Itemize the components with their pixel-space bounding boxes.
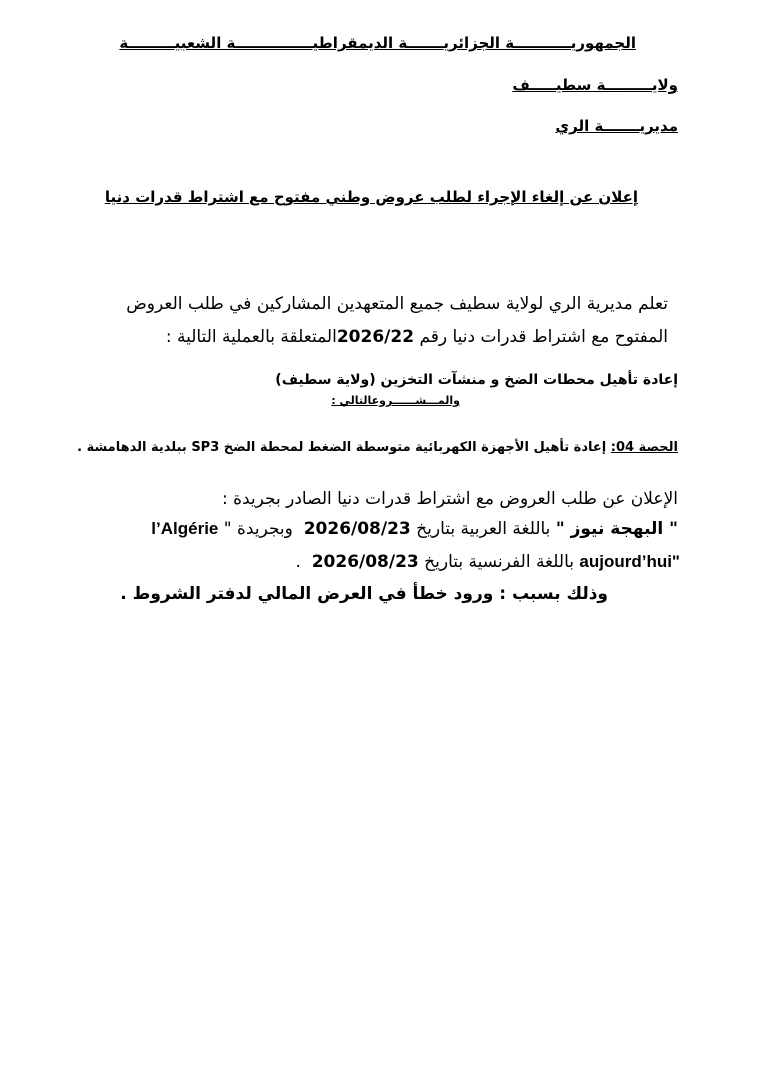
french-newspaper-name-2: aujourd’hui" <box>579 552 680 571</box>
intro-line-2 <box>166 327 668 347</box>
intro-line-1: تعلم مديرية الري لولاية سطيف جميع المتعهدين المشاركين في طلب العروض <box>126 294 668 314</box>
arabic-language-label: باللغة العربية بتاريخ <box>416 519 551 539</box>
project-title: إعادة تأهيل محطات الضخ و منشآت التخزين (ولاية سطيف) <box>275 372 678 388</box>
lot-text: إعادة تأهيل الأجهزة الكهربائية متوسطة الضغط لمحطة الضخ SP3 ببلدية الدهامشة . <box>77 440 607 455</box>
wilaya-header: ولايـــــــــة سطيـــــف <box>512 76 678 94</box>
lot-label: الحصة 04: <box>610 440 678 455</box>
intro-text-before: المفتوح مع اشتراط قدرات دنيا رقم <box>419 327 668 347</box>
publication-line-1: الإعلان عن طلب العروض مع اشتراط قدرات دنيا الصادر بجريدة : <box>221 489 678 509</box>
lot-line <box>77 440 678 456</box>
french-publication-date: 2026/08/23 <box>311 552 419 572</box>
and-newspaper-label: وبجريدة " <box>223 519 293 539</box>
line-end-period: . <box>295 552 301 572</box>
intro-text-after: المتعلقة بالعملية التالية : <box>165 327 337 347</box>
publication-line-3 <box>295 552 680 572</box>
cancellation-reason: وذلك بسبب : ورود خطأ في العرض المالي لدفتر الشروط . <box>120 584 608 604</box>
tender-number: 2026/22 <box>336 327 415 347</box>
direction-header: مديريـــــــة الري <box>555 117 678 135</box>
french-language-label: باللغة الفرنسية بتاريخ <box>424 552 574 572</box>
publication-line-2 <box>151 519 678 539</box>
republic-header: الجمهوريـــــــــــة الجزائريـــــــة الديمقراطيـــــــــــــــة الشعبيـــــــــة <box>119 34 636 52</box>
french-newspaper-name-1: l’Algérie <box>151 519 219 538</box>
next-project-label: والمـــشــــــروعالتالي : <box>331 394 460 407</box>
arabic-newspaper-name: " البهجة نيوز " <box>555 519 678 539</box>
arabic-publication-date: 2026/08/23 <box>303 519 411 539</box>
announcement-title: إعلان عن إلغاء الإجراء لطلب عروض وطني مفتوح مع اشتراط قدرات دنيا <box>104 188 638 206</box>
